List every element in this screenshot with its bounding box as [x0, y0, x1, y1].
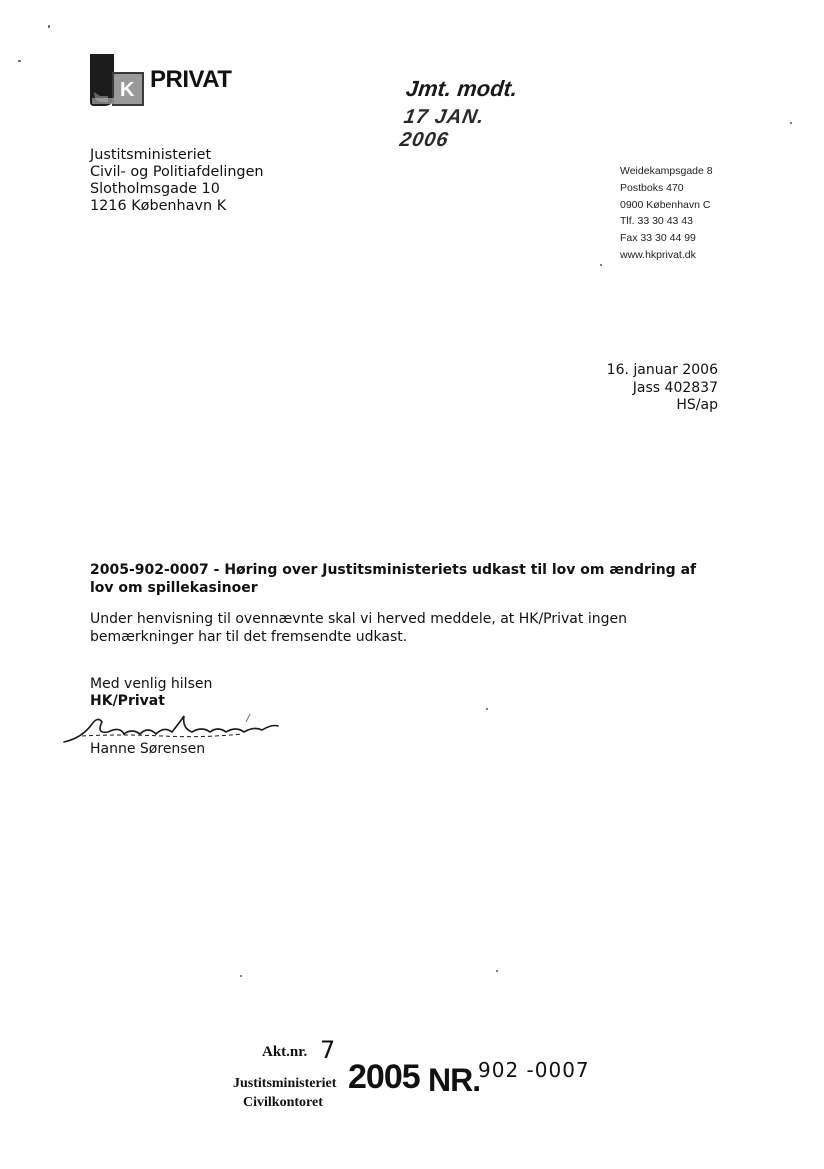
letter-closing — [90, 676, 212, 710]
scan-speck — [790, 122, 792, 124]
scan-speck — [48, 25, 50, 28]
recipient-line: 1216 København K — [90, 198, 227, 214]
sender-line: Weidekampsgade 8 — [620, 165, 713, 177]
sender-line: Postboks 470 — [620, 181, 684, 194]
stamp-nr-label: NR. — [428, 1062, 481, 1098]
scan-speck — [18, 60, 21, 62]
received-stamp — [398, 74, 519, 151]
scan-speck — [600, 264, 602, 266]
signer-name: Hanne Sørensen — [90, 741, 206, 757]
scan-speck — [240, 975, 242, 977]
received-stamp-date: 17 JAN. 2006 — [398, 106, 487, 151]
letter-meta — [607, 362, 718, 415]
letter-body: Under henvisning til ovennævnte skal vi herved meddele, at HK/Privat ingen bemærkninger har til det fremsendte udkast. — [90, 611, 627, 645]
letter-initials: HS/ap — [676, 397, 718, 413]
closing-organization: HK/Privat — [90, 693, 165, 709]
stamp-case-year: 2005 — [348, 1058, 420, 1096]
recipient-address — [90, 147, 264, 215]
scan-speck — [496, 970, 498, 972]
scan-side-code — [2, 1098, 12, 1158]
sender-website: www.hkprivat.dk — [620, 248, 696, 261]
letter-date: 16. januar 2006 — [606, 362, 718, 378]
stamp-case-number-handwritten: 902 -0007 — [478, 1058, 590, 1082]
stamp-office-line1: Justitsministeriet — [233, 1076, 337, 1091]
scan-speck — [486, 708, 488, 710]
sender-fax: Fax 33 30 44 99 — [620, 232, 696, 245]
stamp-office-line2: Civilkontoret — [243, 1095, 323, 1110]
recipient-line: Justitsministeriet — [90, 147, 212, 163]
closing-greeting: Med venlig hilsen — [90, 676, 213, 692]
akt-number-label: Akt.nr. — [262, 1044, 308, 1060]
sender-address — [620, 163, 713, 264]
letter-subject: 2005-902-0007 - Høring over Justitsministeriets udkast til lov om ændring af lov om spillekasinoer — [90, 562, 697, 596]
recipient-line: Civil- og Politiafdelingen — [90, 164, 264, 180]
letter-reference: Jass 402837 — [632, 379, 718, 396]
received-stamp-label: Jmt. modt. — [404, 76, 519, 101]
sender-line: 0900 København C — [620, 198, 711, 211]
sender-phone: Tlf. 33 30 43 43 — [620, 215, 693, 228]
recipient-line: Slotholmsgade 10 — [90, 181, 220, 197]
hk-logo-icon — [88, 52, 146, 108]
svg-text:K: K — [120, 79, 135, 101]
akt-number-handwritten: 7 — [320, 1036, 336, 1064]
brand-name: PRIVAT — [150, 66, 232, 93]
